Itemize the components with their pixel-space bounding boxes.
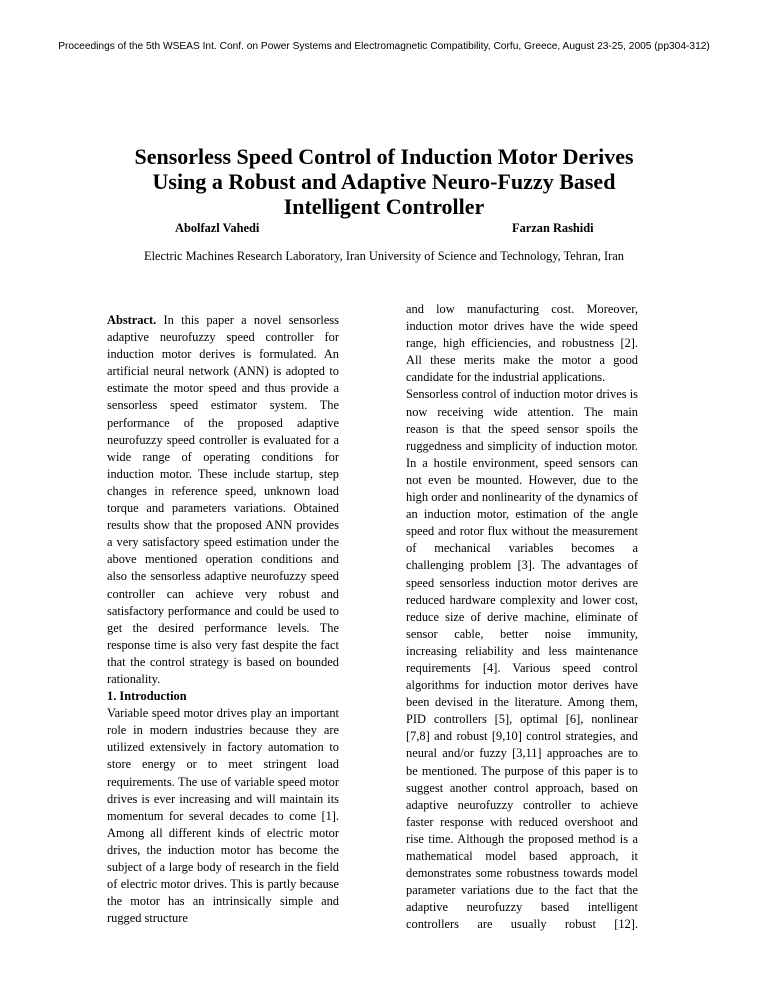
abstract-text: In this paper a novel sensorless adaptive neurofuzzy speed controller for induction motor derives is formulated. An artificial neural network (ANN) is adopted to estimate the motor speed and thus provide a sensorless speed estimator system. The performance of the proposed adaptive neurofuzzy speed controller is evaluated for a wide range of operating conditions for induction motor. These include startup, step changes in reference speed, unknown load torque and parameters variations. Obtained results show that the proposed ANN provides a very satisfactory speed estimation under the above mentioned operation conditions and also the sensorless adaptive neurofuzzy speed controller can achieve very robust and satisfactory performance and could be used to get the desired performance levels. The response time is also very fast despite the fact that the control strategy is based on bounded rationality. bbox=[107, 313, 339, 686]
author-list bbox=[0, 221, 768, 237]
left-column bbox=[107, 312, 339, 927]
section-heading: 1. Introduction bbox=[107, 689, 187, 704]
abstract bbox=[107, 312, 339, 688]
author-name: Farzan Rashidi bbox=[512, 221, 594, 235]
author-name: Abolfazl Vahedi bbox=[175, 221, 260, 235]
intro-paragraph: Sensorless control of induction motor drives is now receiving wide attention. The main reason is that the speed sensor spoils the ruggedness and simplicity of induction motor. In a hostile environment, speed sensors can not even be mounted. However, due to the high order and nonlinearity of the dynamics of an induction motor, estimation of the angle speed and rotor flux without the measurement of mechanical variables becomes a challenging problem [3]. The advantages of speed sensorless induction motor derives are reduced hardware complexity and lower cost, reduce size of derive machine, eliminate of sensor cable, better noise immunity, increasing reliability and less maintenance requirements [4]. Various speed control algorithms for induction motor derives have been devised in the literature. Among them, PID controllers [5], optimal [6], nonlinear [7,8] and robust [9,10] control strategies, and neural and/or fuzzy [3,11] approaches are to be mentioned. The purpose of this paper is to suggest another control approach, based on adaptive neurofuzzy controller to achieve faster response with reduced overshoot and rise time. Although the proposed method is a mathematical model based approach, it demonstrates some robustness towards model parameter variations due to the fact that the adaptive neurofuzzy based intelligent controllers are usually robust [12]. bbox=[406, 387, 638, 932]
paper-title bbox=[84, 144, 684, 219]
title-line: Sensorless Speed Control of Induction Motor Derives bbox=[134, 144, 634, 169]
intro-paragraph-continued: and low manufacturing cost. Moreover, induction motor drives have the wide speed range, high efficiencies, and robustness [2]. All these merits make the motor a good candidate for the industrial applications. bbox=[406, 302, 638, 385]
running-header: Proceedings of the 5th WSEAS Int. Conf. on Power Systems and Electromagnetic Compatibility, Corfu, Greece, August 23-25, 2005 (pp304-312) bbox=[58, 41, 710, 52]
abstract-label: Abstract. bbox=[107, 313, 157, 327]
title-line: Using a Robust and Adaptive Neuro-Fuzzy Based bbox=[152, 169, 616, 194]
affiliation: Electric Machines Research Laboratory, Iran University of Science and Technology, Tehran, Iran bbox=[144, 249, 624, 263]
right-column bbox=[406, 301, 638, 933]
title-line: Intelligent Controller bbox=[283, 194, 485, 219]
intro-paragraph: Variable speed motor drives play an important role in modern industries because they are utilized extensively in factory automation to store energy or to meet stringent load requirements. The use of variable speed motor drives is ever increasing and will maintain its momentum for several decades to come [1]. Among all different kinds of electric motor drives, the induction motor has become the subject of a large body of research in the field of electric motor drives. This is partly because the motor has an intrinsically simple and rugged structure bbox=[107, 706, 339, 926]
